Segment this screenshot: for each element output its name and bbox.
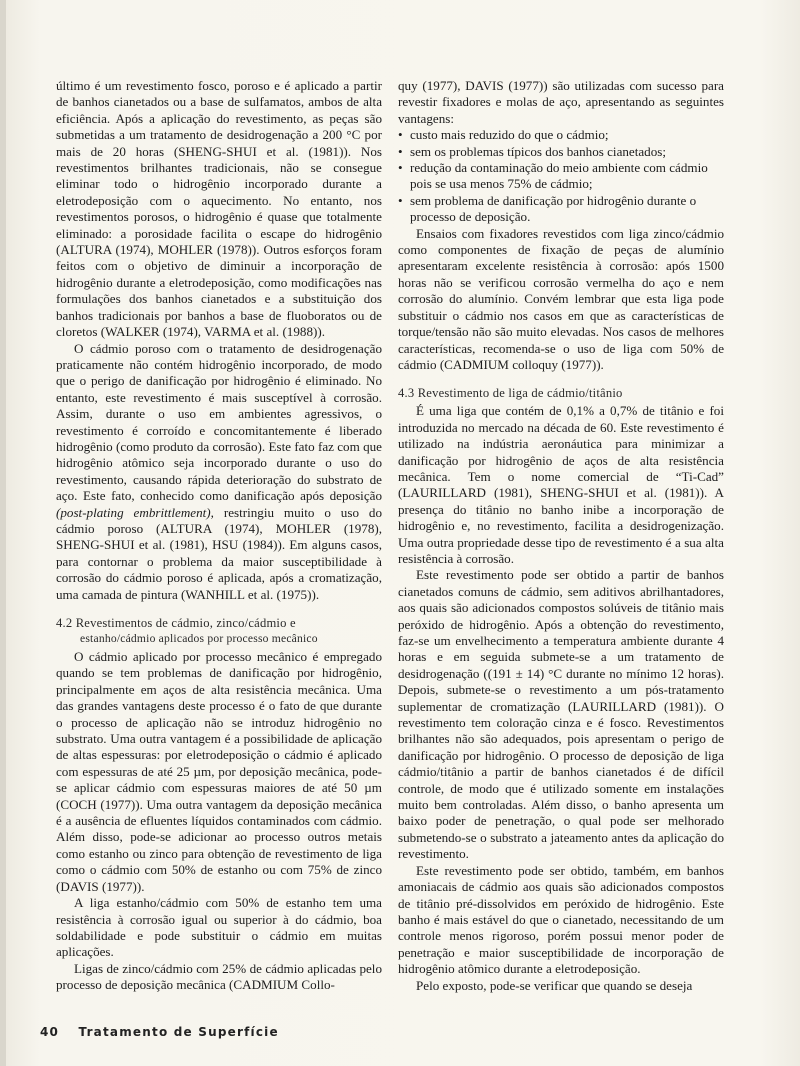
paragraph-text: O cádmio poroso com o tratamento de desidrogenação praticamente não contém hidrogênio incorporado, de modo que o perigo de danificação por hidrogênio é eliminado. No entanto, este revestimento é mais susceptível à corrosão. Assim, durante o uso em ambientes agressivos, o revestimento é corroído e concomitantemente é liberado hidrogênio (como produto da corrosão). Este fato faz com que hidrogênio atômico seja incorporado durante o uso do revestimento, causando rápida deterioração do substrato de aço. Este fato, conhecido como danificação após deposição (56, 340, 382, 504)
page-edge (0, 0, 6, 1066)
left-column (56, 78, 382, 994)
list-item: • custo mais reduzido do que o cádmio; (398, 127, 724, 143)
paragraph: Este revestimento pode ser obtido a partir de banhos cianetados comuns de cádmio, sem aditivos abrilhantadores, aos quais são adicionados compostos solúveis de titânio mais peróxido de hidrogênio. Após a obtenção do revestimento, faz-se um envelhecimento a temperatura ambiente durante 4 horas e em seguida submete-se a um tratamento de desidrogenação ((191 ± 14) °C durante no mínimo 12 horas). Depois, submete-se o revestimento a um pós-tratamento suplementar de cromatização (LAURILLARD (1981)). O revestimento tem coloração cinza e é fosco. Revestimentos brilhantes não são adequados, pois apresentam o perigo de danificação por hidrogênio. O processo de deposição de liga cádmio/titânio a partir de banhos cianetados é de difícil controle, de modo que é utilizado somente em instalações muito bem controladas. Além disso, o banho apresenta um baixo poder de penetração, o qual pode ser melhorado submetendo-se o substrato a jateamento antes da aplicação do revestimento. (398, 567, 724, 862)
paragraph: O cádmio aplicado por processo mecânico é empregado quando se tem problemas de danificação por hidrogênio, principalmente em aços de alta resistência mecânica. Uma das grandes vantagens deste processo é o fato de que durante o processo de aplicação não se introduz hidrogênio no substrato. Uma outra vantagem é a possibilidade de aplicação de altas espessuras: por eletrodeposição o cádmio é aplicado com espessuras de até 25 µm, por deposição mecânica, pode-se aplicar cádmio com espessuras maiores de até 50 µm (COCH (1977)). Uma outra vantagem da deposição mecânica é a ausência de efluentes líquidos contaminados com cádmio. Além disso, pode-se adicionar ao processo outros metais como estanho ou zinco para obtenção de revestimento de liga como o cádmio com 50% de estanho ou com 75% de zinco (DAVIS (1977)). (56, 649, 382, 894)
section-heading-line: 4.2 Revestimentos de cádmio, zinco/cádmio e (56, 616, 296, 630)
list-item: • redução da contaminação do meio ambiente com cádmio pois se usa menos 75% de cádmio; (398, 160, 724, 193)
journal-title: Tratamento de Superfície (78, 1025, 279, 1039)
list-item: • sem os problemas típicos dos banhos cianetados; (398, 144, 724, 160)
paragraph: Pelo exposto, pode-se verificar que quando se deseja (416, 977, 693, 993)
italic-term: (post-plating embrittlement), (56, 504, 214, 520)
paragraph: É uma liga que contém de 0,1% a 0,7% de titânio e foi introduzida no mercado na década de 60. Este revestimento é utilizado na indústria aeronáutica para minimizar a danificação por hidrogênio de aços de alta resistência mecânica. Tem o nome comercial de “Ti-Cad” (LAURILLARD (1981), SHENG-SHUI et al. (1981)). A presença do titânio no banho inibe a incorporação de hidrogênio e, no revestimento, facilita a desidrogenização. Uma outra propriedade desse tipo de revestimento é a sua alta resistência à corrosão. (398, 403, 724, 566)
list-item: • sem problema de danificação por hidrogênio durante o processo de deposição. (398, 193, 724, 226)
paragraph: último é um revestimento fosco, poroso e é aplicado a partir de banhos cianetados ou a base de sulfamatos, ambos de alta eficiência. Após a aplicação do revestimento, as peças são submetidas a um tratamento de desidrogenação a 200 °C por mais de 20 horas (SHENG-SHUI et al. (1981)). Nos revestimentos brilhantes tradicionais, não se consegue eliminar todo o hidrogênio incorporado durante a eletrodeposição com o aquecimento. No entanto, nos revestimentos porosos, o hidrogênio é quase que totalmente eliminado: a porosidade facilita o escape do hidrogênio (ALTURA (1974), MOHLER (1978)). Outros esforços foram feitos com o objetivo de diminuir a incorporação de hidrogênio durante a eletrodeposição, como modificações nas formulações dos banhos cianetados e a substituição dos banhos tradicionais por banhos a base de fluoboratos ou de cloretos (WALKER (1974), VARMA et al. (1988)). (56, 78, 382, 340)
paragraph: quy (1977), DAVIS (1977)) são utilizadas com sucesso para revestir fixadores e molas de aço, apresentando as seguintes vantagens: (398, 78, 724, 126)
page-number: 40 (40, 1025, 60, 1039)
section-heading-4-3: 4.3 Revestimento de liga de cádmio/titânio (398, 386, 623, 401)
paragraph: A liga estanho/cádmio com 50% de estanho tem uma resistência à corrosão igual ou superior à do cádmio, boa soldabilidade e pode substituir o cádmio em muitas aplicações. (56, 895, 382, 960)
page-footer (40, 1025, 279, 1039)
section-heading-line: estanho/cádmio aplicados por processo mecânico (80, 632, 318, 645)
paragraph (56, 341, 382, 604)
paragraph-text: restringiu muito o uso do cádmio poroso (ALTURA (1974), MOHLER (1978), SHENG-SHUI et al. (1981), HSU (1984)). Em alguns casos, para contornar o problema da maior susceptibilidade à corrosão do cádmio poroso é aplicada, após a cromatização, uma camada de pintura (WANHILL et al. (1975)). (56, 504, 382, 602)
right-column (398, 78, 724, 994)
paragraph: Ensaios com fixadores revestidos com liga zinco/cádmio como componentes de fixação de peças de alumínio apresentaram excelente resistência à corrosão: após 1500 horas não se verificou corrosão vermelha do aço e nem corrosão do alumínio. Convém lembrar que esta liga pode substituir o cádmio nos casos em que as características de torque/tensão não são muito elevadas. Nos casos de melhores características, recomenda-se o uso de liga com 50% de cádmio (CADMIUM colloquy (1977)). (398, 225, 724, 372)
paragraph: Este revestimento pode ser obtido, também, em banhos amoniacais de cádmio aos quais são adicionados compostos de titânio pré-dissolvidos em peróxido de hidrogênio. Este banho é mais estável do que o cianetado, necessitando de um controle menos rigoroso, porém possui menor poder de penetração e maior susceptibilidade de incorporação de hidrogênio atômico durante a eletrodeposição. (398, 862, 724, 977)
section-heading-4-2 (56, 615, 382, 647)
paragraph: Ligas de zinco/cádmio com 25% de cádmio aplicadas pelo processo de deposição mecânica (CADMIUM Collo- (56, 960, 382, 993)
advantages-list (398, 127, 724, 225)
